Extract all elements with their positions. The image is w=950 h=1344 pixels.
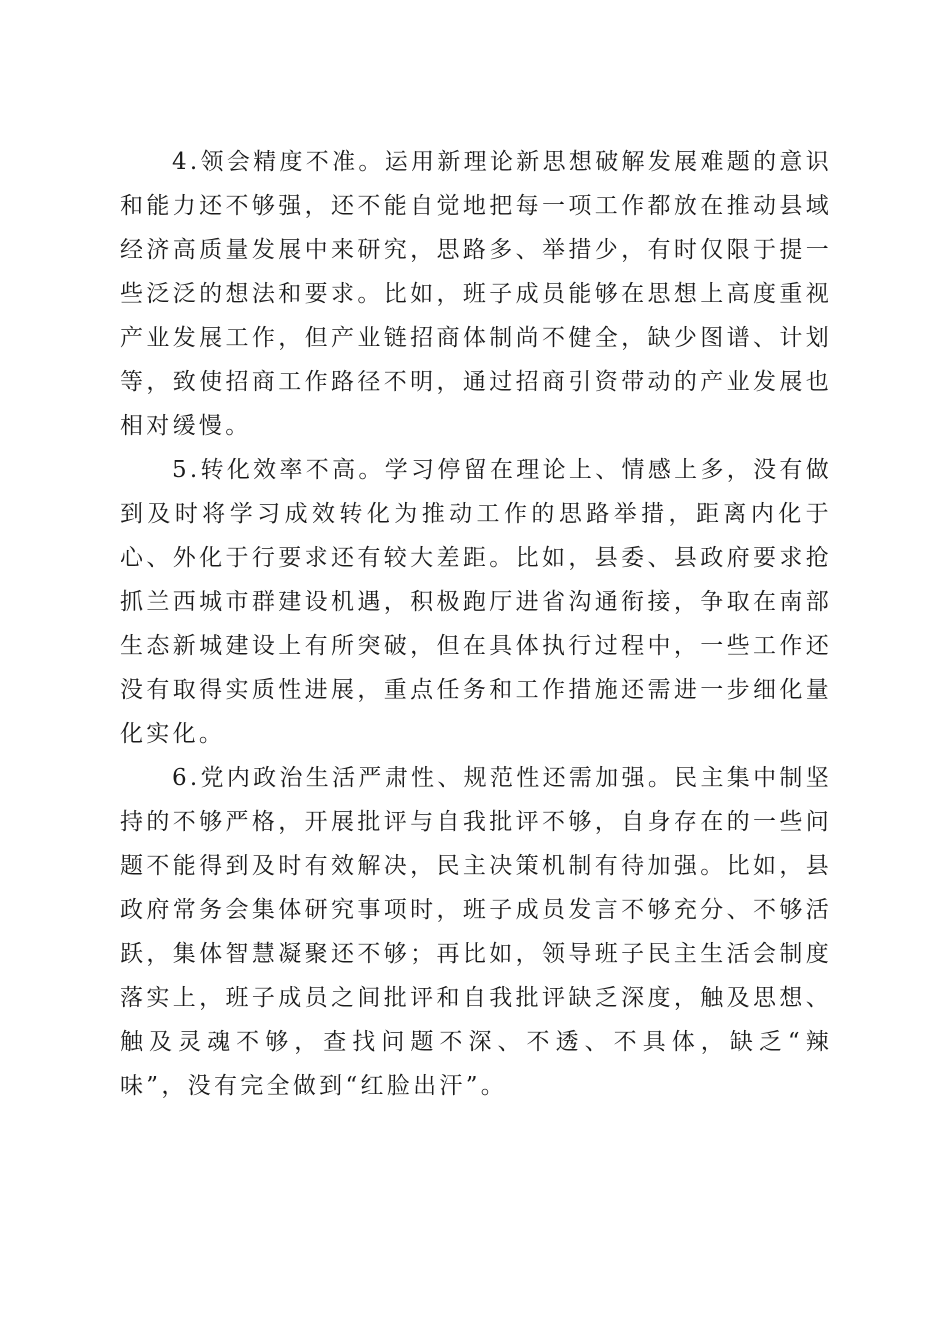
paragraph-item-4: 4.领会精度不准。运用新理论新思想破解发展难题的意识和能力还不够强，还不能自觉地把每一项工作都放在推动县域经济高质量发展中来研究，思路多、举措少，有时仅限于提一些泛泛的想法和要求。比如，班子成员能够在思想上高度重视产业发展工作，但产业链招商体制尚不健全，缺少图谱、计划等，致使招商工作路径不明，通过招商引资带动的产业发展也相对缓慢。 (120, 149, 832, 439)
paragraph-item-5: 5.转化效率不高。学习停留在理论上、情感上多，没有做到及时将学习成效转化为推动工作的思路举措，距离内化于心、外化于行要求还有较大差距。比如，县委、县政府要求抢抓兰西城市群建设机遇，积极跑厅进省沟通衔接，争取在南部生态新城建设上有所突破，但在具体执行过程中，一些工作还没有取得实质性进展，重点任务和工作措施还需进一步细化量化实化。 (120, 457, 832, 747)
paragraph-item-6: 6.党内政治生活严肃性、规范性还需加强。民主集中制坚持的不够严格，开展批评与自我批评不够，自身存在的一些问题不能得到及时有效解决，民主决策机制有待加强。比如，县政府常务会集体研究事项时，班子成员发言不够充分、不够活跃，集体智慧凝聚还不够；再比如，领导班子民主生活会制度落实上，班子成员之间批评和自我批评缺乏深度，触及思想、触及灵魂不够，查找问题不深、不透、不具体，缺乏“辣味”，没有完全做到“红脸出汗”。 (120, 765, 832, 1099)
document-body (120, 140, 832, 1108)
